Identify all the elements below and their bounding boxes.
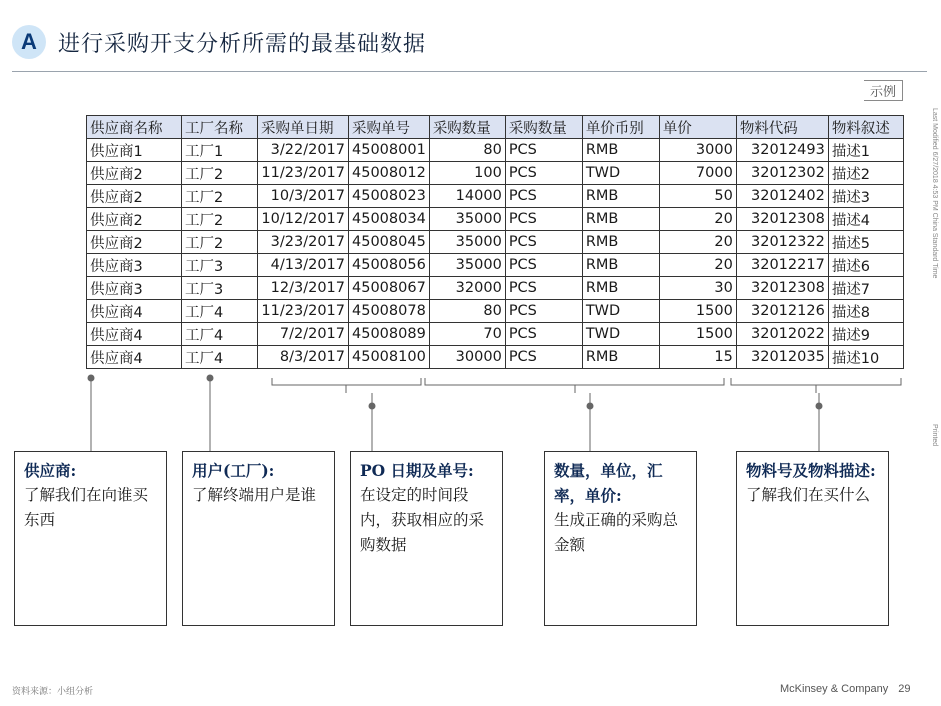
table-cell: PCS	[505, 277, 582, 300]
connector-dot	[369, 403, 376, 410]
table-cell: 供应商2	[87, 208, 182, 231]
table-cell: 描述4	[828, 208, 903, 231]
table-cell: PCS	[505, 185, 582, 208]
table-cell: 30000	[429, 346, 505, 369]
col-header: 采购数量	[429, 116, 505, 139]
last-modified-note: Last Modified 6/27/2018 4:53 PM China Standard Time	[931, 108, 938, 279]
col-header: 采购数量	[505, 116, 582, 139]
table-cell: 工厂4	[182, 323, 258, 346]
table-cell: 1500	[659, 323, 736, 346]
table-cell: 20	[659, 254, 736, 277]
table-cell: 工厂2	[182, 231, 258, 254]
table-cell: 工厂2	[182, 162, 258, 185]
table-cell: 32012302	[736, 162, 828, 185]
box-body: 了解我们在买什么	[746, 486, 871, 504]
col-header: 工厂名称	[182, 116, 258, 139]
table-cell: 11/23/2017	[258, 162, 349, 185]
table-cell: 工厂4	[182, 346, 258, 369]
table-cell: 45008089	[349, 323, 430, 346]
sample-tag: 示例	[864, 80, 903, 101]
table-cell: PCS	[505, 254, 582, 277]
table-cell: 工厂3	[182, 254, 258, 277]
table-cell: 14000	[429, 185, 505, 208]
table-cell: 30	[659, 277, 736, 300]
table-cell: 32012126	[736, 300, 828, 323]
col-header: 供应商名称	[87, 116, 182, 139]
table-cell: 45008045	[349, 231, 430, 254]
table-cell: 4/13/2017	[258, 254, 349, 277]
table-cell: 45008100	[349, 346, 430, 369]
box-heading: 物料号及物料描述:	[746, 461, 876, 480]
table-cell: 45008067	[349, 277, 430, 300]
table-cell: 50	[659, 185, 736, 208]
table-cell: RMB	[582, 185, 659, 208]
table-cell: 描述6	[828, 254, 903, 277]
table-cell: 32012308	[736, 208, 828, 231]
table-cell: PCS	[505, 300, 582, 323]
table-cell: 供应商2	[87, 185, 182, 208]
table-cell: 35000	[429, 254, 505, 277]
table-cell: RMB	[582, 254, 659, 277]
table-cell: 32012217	[736, 254, 828, 277]
table-cell: 供应商2	[87, 162, 182, 185]
table-cell: 1500	[659, 300, 736, 323]
table-cell: 描述1	[828, 139, 903, 162]
table-cell: 15	[659, 346, 736, 369]
col-header: 单价币别	[582, 116, 659, 139]
table-cell: 工厂1	[182, 139, 258, 162]
table-cell: TWD	[582, 162, 659, 185]
table-cell: 描述8	[828, 300, 903, 323]
table-cell: PCS	[505, 208, 582, 231]
table-cell: 45008012	[349, 162, 430, 185]
table-cell: 35000	[429, 208, 505, 231]
table-cell: 100	[429, 162, 505, 185]
connector-dot	[587, 403, 594, 410]
connector-qty	[425, 378, 724, 451]
table-cell: TWD	[582, 323, 659, 346]
connector-dot	[207, 375, 214, 382]
table-cell: 10/12/2017	[258, 208, 349, 231]
box-body: 生成正确的采购总金额	[554, 511, 679, 554]
table-cell: PCS	[505, 323, 582, 346]
connector-po	[272, 378, 421, 451]
table-cell: 3/22/2017	[258, 139, 349, 162]
table-cell: 11/23/2017	[258, 300, 349, 323]
company-name: McKinsey & Company	[780, 683, 889, 695]
table-cell: RMB	[582, 277, 659, 300]
table-cell: RMB	[582, 231, 659, 254]
table-cell: 32012022	[736, 323, 828, 346]
table-cell: RMB	[582, 139, 659, 162]
table-cell: 7/2/2017	[258, 323, 349, 346]
box-body: 在设定的时间段内，获取相应的采购数据	[360, 486, 485, 554]
table-cell: 工厂4	[182, 300, 258, 323]
table-cell: 32012493	[736, 139, 828, 162]
page-number: 29	[898, 683, 911, 695]
info-box-po	[350, 451, 503, 626]
table-cell: 10/3/2017	[258, 185, 349, 208]
table-cell: 供应商4	[87, 300, 182, 323]
table-cell: 45008023	[349, 185, 430, 208]
table-cell: RMB	[582, 346, 659, 369]
connector-dot	[88, 375, 95, 382]
info-box-quantity	[544, 451, 697, 626]
table-cell: 3000	[659, 139, 736, 162]
table-cell: 工厂3	[182, 277, 258, 300]
connector-material	[731, 378, 901, 451]
section-badge: A	[12, 25, 46, 59]
table-cell: 45008034	[349, 208, 430, 231]
info-box-plant	[182, 451, 335, 626]
table-cell: 描述3	[828, 185, 903, 208]
table-cell: 描述2	[828, 162, 903, 185]
footer-company	[780, 683, 910, 695]
table-cell: TWD	[582, 300, 659, 323]
table-cell: 45008056	[349, 254, 430, 277]
table-cell: PCS	[505, 346, 582, 369]
table-cell: 20	[659, 208, 736, 231]
info-box-supplier	[14, 451, 167, 626]
table-cell: 32012308	[736, 277, 828, 300]
table-cell: 32012035	[736, 346, 828, 369]
info-box-material	[736, 451, 889, 626]
table-cell: PCS	[505, 231, 582, 254]
table-cell: 7000	[659, 162, 736, 185]
table-cell: PCS	[505, 139, 582, 162]
table-cell: 供应商2	[87, 231, 182, 254]
table-cell: 32000	[429, 277, 505, 300]
table-cell: 供应商3	[87, 277, 182, 300]
source-note: 资料来源：小组分析	[12, 687, 94, 697]
table-cell: 供应商4	[87, 346, 182, 369]
box-heading: 数量，单位，汇率，单价:	[554, 461, 663, 505]
table-cell: 供应商1	[87, 139, 182, 162]
table-cell: 45008001	[349, 139, 430, 162]
table-cell: 70	[429, 323, 505, 346]
box-heading: 用户(工厂):	[192, 461, 275, 480]
printed-note: Printed	[931, 424, 938, 447]
table-cell: 80	[429, 139, 505, 162]
table-cell: 12/3/2017	[258, 277, 349, 300]
table-cell: 8/3/2017	[258, 346, 349, 369]
col-header: 采购单号	[349, 116, 430, 139]
table-cell: 35000	[429, 231, 505, 254]
table-cell: PCS	[505, 162, 582, 185]
page-title: 进行采购开支分析所需的最基础数据	[58, 31, 427, 57]
table-cell: 工厂2	[182, 208, 258, 231]
table-cell: 45008078	[349, 300, 430, 323]
table-cell: 供应商4	[87, 323, 182, 346]
col-header: 单价	[659, 116, 736, 139]
table-cell: 20	[659, 231, 736, 254]
connector-dot	[816, 403, 823, 410]
box-heading: 供应商:	[24, 461, 77, 480]
table-cell: 32012322	[736, 231, 828, 254]
col-header: 物料叙述	[828, 116, 903, 139]
col-header: 物料代码	[736, 116, 828, 139]
table-cell: 描述7	[828, 277, 903, 300]
table-cell: 32012402	[736, 185, 828, 208]
table-cell: 80	[429, 300, 505, 323]
table-cell: 3/23/2017	[258, 231, 349, 254]
table-cell: 供应商3	[87, 254, 182, 277]
table-cell: 描述10	[828, 346, 903, 369]
table-cell: 描述5	[828, 231, 903, 254]
table-cell: 描述9	[828, 323, 903, 346]
col-header: 采购单日期	[258, 116, 349, 139]
box-heading: PO 日期及单号:	[360, 461, 474, 480]
box-body: 了解终端用户是谁	[192, 486, 317, 504]
box-body: 了解我们在向谁买东西	[24, 486, 149, 529]
table-cell: 工厂2	[182, 185, 258, 208]
table-cell: RMB	[582, 208, 659, 231]
